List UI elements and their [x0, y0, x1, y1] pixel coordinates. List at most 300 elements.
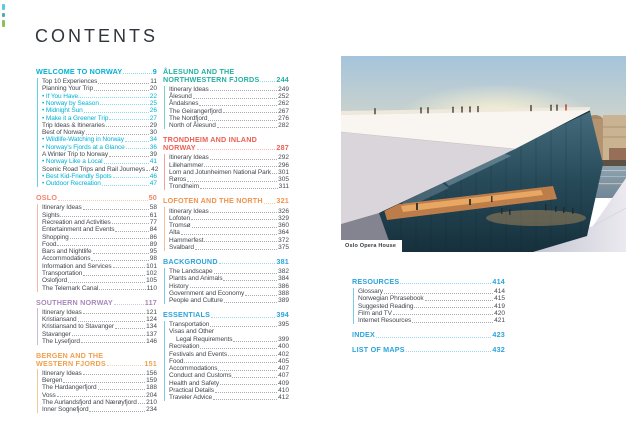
dots-leader: [191, 219, 277, 220]
toc-entry: [42, 122, 157, 129]
page-number: 61: [149, 211, 157, 219]
page-number: 210: [146, 398, 157, 406]
toc-entry: [169, 394, 289, 401]
entry-label: • Outdoor Recreation: [42, 180, 101, 188]
dots-leader: [376, 337, 491, 338]
toc-section-heading: [36, 299, 157, 307]
dots-leader: [220, 384, 277, 385]
dots-leader: [86, 134, 149, 135]
dots-leader: [193, 98, 277, 99]
toc-item-list: [164, 86, 289, 130]
dots-leader: [89, 411, 145, 412]
dots-leader: [223, 112, 277, 113]
entry-label: Food: [42, 240, 57, 248]
dots-leader: [197, 149, 276, 150]
entry-label: Bergen: [42, 377, 63, 385]
toc-entry: [169, 176, 289, 183]
dots-leader: [94, 90, 149, 91]
toc-entry: [42, 136, 157, 143]
heading-label: SOUTHERN NORWAY: [36, 297, 113, 307]
page-title: CONTENTS: [35, 26, 158, 46]
toc-section: [36, 68, 157, 187]
heading-label: RESOURCES: [352, 277, 400, 286]
dots-leader: [106, 126, 149, 127]
entry-label: People and Culture: [169, 297, 223, 305]
dots-leader: [218, 370, 277, 371]
toc-entry: [42, 180, 157, 187]
page-number: 134: [146, 323, 157, 331]
page-number: 384: [278, 275, 289, 283]
heading-row: [352, 278, 505, 286]
toc-entry: [169, 122, 289, 129]
page-number: 20: [149, 85, 157, 93]
page-number: 292: [278, 154, 289, 162]
toc-section: [352, 331, 505, 339]
dots-leader: [68, 282, 145, 283]
dots-leader: [400, 283, 491, 284]
dots-leader: [219, 263, 276, 264]
heading-row: [36, 360, 157, 368]
toc-item-list: [37, 78, 157, 187]
toc-section-heading: [163, 258, 289, 266]
dots-leader: [102, 185, 149, 186]
toc-section-heading: [163, 311, 289, 319]
page-edge-fragment: [2, 20, 5, 27]
page-number: 405: [278, 357, 289, 365]
page-number: 25: [149, 99, 157, 107]
dots-leader: [199, 105, 277, 106]
dots-leader: [98, 83, 149, 84]
page-number: 402: [278, 350, 289, 358]
toc-entry: [42, 369, 157, 376]
page-number: 156: [146, 369, 157, 377]
toc-entry: [42, 173, 157, 180]
toc-entry: [169, 183, 289, 190]
toc-item-list: [37, 308, 157, 344]
dots-leader: [228, 355, 277, 356]
oslo-opera-house-photo: [341, 56, 626, 252]
heading-row: [163, 258, 289, 266]
heading-row: [163, 76, 289, 84]
page-number: 414: [494, 288, 505, 296]
dots-leader: [109, 156, 149, 157]
heading-label: BACKGROUND: [163, 257, 218, 267]
toc-entry: [42, 338, 157, 345]
entry-label: Information and Services: [42, 262, 112, 270]
toc-entry: [42, 323, 157, 330]
toc-entry: [169, 343, 289, 350]
page-number: 42: [151, 165, 159, 173]
page-number: 282: [278, 122, 289, 130]
heading-label: INDEX: [352, 330, 375, 340]
dots-leader: [113, 177, 149, 178]
heading-label: LIST OF MAPS: [352, 345, 405, 355]
entry-label: • Make it a Greener Trip: [42, 114, 109, 122]
page-number: 412: [278, 394, 289, 402]
page-number: 364: [278, 229, 289, 237]
dots-leader: [195, 249, 277, 250]
page-number: 419: [494, 302, 505, 310]
toc-entry: [169, 115, 289, 122]
dots-leader: [114, 304, 144, 305]
page-number: 110: [146, 284, 157, 292]
entry-label: Health and Safety: [169, 379, 219, 387]
toc-section-heading: [36, 352, 157, 368]
dots-leader: [200, 188, 278, 189]
toc-entry: [42, 85, 157, 92]
page-number: 11: [150, 78, 157, 86]
toc-entry: [42, 391, 157, 398]
entry-label: Top 10 Experiences: [42, 78, 98, 86]
heading-row: [163, 144, 289, 152]
page-number: 30: [149, 129, 157, 137]
toc-item-list: [37, 204, 157, 292]
dots-leader: [217, 127, 277, 128]
toc-section-heading: [36, 68, 157, 76]
heading-row: [352, 331, 505, 339]
toc-entry: [169, 244, 289, 251]
entry-label: North of Ålesund: [169, 122, 216, 130]
toc-section: [36, 194, 157, 291]
dots-leader: [91, 260, 148, 261]
toc-section: [163, 136, 289, 190]
dots-leader: [210, 212, 277, 213]
dots-leader: [112, 223, 149, 224]
entry-label: Shopping: [42, 233, 69, 241]
toc-entry: [42, 399, 157, 406]
toc-entry: [42, 316, 157, 323]
page-number: 9: [152, 67, 157, 76]
toc-entry: [42, 100, 157, 107]
page-number: 22: [149, 92, 157, 100]
dots-leader: [57, 396, 145, 397]
entry-label: Lillehammer: [169, 161, 204, 169]
toc-entry: [42, 308, 157, 315]
page-number: 188: [146, 384, 157, 392]
toc-entry: [42, 211, 157, 218]
toc-entry: [42, 226, 157, 233]
page-number: 105: [146, 277, 157, 285]
dots-leader: [414, 307, 493, 308]
page-number: 415: [494, 295, 505, 303]
dots-leader: [107, 365, 144, 366]
heading-row: [36, 194, 157, 202]
page-number: 399: [278, 336, 289, 343]
page-number: 420: [494, 309, 505, 317]
toc-section-heading: [163, 68, 289, 84]
entry-label: Stavanger: [42, 330, 71, 338]
dots-leader: [63, 382, 145, 383]
entry-label: Itinerary Ideas: [169, 207, 209, 215]
toc-entry: [169, 358, 289, 365]
entry-label: Oslofjord: [42, 277, 68, 285]
toc-entry: [169, 297, 289, 304]
page-number: 410: [278, 387, 289, 395]
dots-leader: [224, 302, 277, 303]
toc-entry: [42, 241, 157, 248]
page-number: 39: [149, 151, 157, 159]
toc-entry: [42, 129, 157, 136]
entry-label: The Lysefjord: [42, 337, 80, 345]
toc-entry: [358, 295, 505, 302]
dots-leader: [190, 287, 278, 288]
page-number: 267: [278, 107, 289, 115]
page-number: 382: [278, 268, 289, 276]
entry-label: Norwegian Phrasebook: [358, 295, 424, 303]
page-number: 388: [278, 290, 289, 298]
entry-label: Ålesund: [169, 93, 192, 101]
page-number: 95: [149, 248, 157, 256]
dots-leader: [98, 389, 146, 390]
page-number: 372: [278, 236, 289, 244]
entry-label: A Winter Trip to Norway: [42, 151, 108, 159]
page-number: 252: [278, 93, 289, 101]
toc-section: [36, 352, 157, 413]
entry-label: Voss: [42, 391, 56, 399]
dots-leader: [412, 322, 493, 323]
page-number: 146: [146, 337, 157, 345]
page-number: 262: [278, 100, 289, 108]
dots-leader: [109, 119, 148, 120]
heading-label: ESSENTIALS: [163, 310, 211, 320]
toc-entry: [169, 372, 289, 379]
page-number: 432: [492, 345, 505, 355]
entry-label: Itinerary Ideas: [169, 85, 209, 93]
dots-leader: [81, 342, 145, 343]
toc-entry: [42, 248, 157, 255]
toc-entry: [42, 384, 157, 391]
page-number: 58: [149, 204, 157, 212]
entry-label: History: [169, 282, 189, 290]
entry-label: Accommodations: [42, 255, 91, 263]
dots-leader: [425, 300, 494, 301]
page-number: 101: [146, 262, 157, 270]
dots-leader: [104, 163, 149, 164]
page-number: 34: [149, 136, 157, 144]
page-number: 26: [149, 107, 157, 115]
toc-entry: [358, 288, 505, 295]
dots-leader: [223, 280, 277, 281]
dots-leader: [138, 403, 145, 404]
heading-row: [163, 311, 289, 319]
page-number: 29: [149, 121, 157, 129]
entry-label: • If You Have...: [42, 92, 84, 100]
entry-label: Trip Ideas & Itineraries: [42, 121, 105, 129]
toc-section-heading: [352, 346, 505, 354]
toc-item-list: [164, 154, 289, 190]
toc-entry: [169, 321, 289, 328]
toc-column-1: [36, 68, 157, 420]
toc-entry: [169, 100, 289, 107]
heading-line: BERGEN AND THE: [36, 350, 104, 360]
dots-leader: [113, 267, 146, 268]
page-number: 389: [278, 297, 289, 305]
entry-label: Åndalsnes: [169, 100, 199, 108]
entry-label: Festivals and Events: [169, 350, 227, 358]
toc-entry: [169, 282, 289, 289]
toc-entry: [358, 317, 505, 324]
page-number: 84: [149, 226, 157, 234]
toc-entry: [42, 277, 157, 284]
page-number: 409: [278, 379, 289, 387]
entry-label: Itinerary Ideas: [42, 369, 82, 377]
entry-label: • Norway Like a Local: [42, 158, 103, 166]
entry-label: • Midnight Sun: [42, 107, 83, 115]
entry-label: Internet Resources: [358, 317, 412, 325]
dots-leader: [70, 238, 149, 239]
toc-entry: [42, 284, 157, 291]
dots-leader: [200, 348, 277, 349]
toc-entry: [42, 204, 157, 211]
heading-row: [163, 197, 289, 205]
entry-label: Lofoten: [169, 214, 190, 222]
toc-entry: [42, 158, 157, 165]
page-number: 287: [276, 143, 289, 153]
dots-leader: [115, 231, 148, 232]
toc-entry: [169, 229, 289, 236]
entry-label: Glossary: [358, 288, 383, 296]
entry-label: Traveler Advice: [169, 394, 213, 402]
heading-line: TRONDHEIM AND INLAND: [163, 135, 257, 145]
toc-entry: [169, 107, 289, 114]
toc-entry: [169, 365, 289, 372]
dots-leader: [210, 326, 277, 327]
toc-section: [163, 258, 289, 304]
toc-item-list: [164, 207, 289, 251]
entry-label: • Best Kid-Friendly Spots: [42, 172, 112, 180]
toc-section: [163, 311, 289, 401]
entry-label: Best of Norway: [42, 129, 85, 137]
toc-entry: [169, 86, 289, 93]
dots-leader: [83, 275, 145, 276]
toc-entry: [169, 268, 289, 275]
toc-section: [163, 197, 289, 251]
dots-leader: [393, 314, 493, 315]
heading-label: NORTHWESTERN FJORDS: [163, 74, 260, 84]
toc-entry: [169, 161, 289, 168]
page-number: 386: [278, 282, 289, 290]
toc-section: [352, 278, 505, 324]
page-number: 86: [149, 233, 157, 241]
toc-section: [36, 299, 157, 345]
toc-column-3: [352, 278, 505, 361]
entry-label: Scenic Road Trips and Rail Journeys: [42, 165, 146, 173]
entry-label: The Aurlandsfjord and Nærøyfjord: [42, 398, 137, 406]
dots-leader: [232, 377, 277, 378]
toc-section-heading: [163, 136, 289, 152]
page-number: 98: [149, 255, 157, 263]
toc-entry: [42, 377, 157, 384]
toc-entry: [169, 379, 289, 386]
toc-entry: [169, 387, 289, 394]
dots-leader: [213, 399, 277, 400]
dots-leader: [210, 159, 277, 160]
dots-leader: [211, 317, 275, 318]
page-edge-fragment: [2, 13, 5, 17]
entry-label: Transportation: [42, 270, 83, 278]
dots-leader: [181, 234, 277, 235]
entry-label: Kristiansand: [42, 316, 77, 323]
page-number: 394: [276, 310, 289, 320]
entry-label: • Norway's Fjords at a Glance: [42, 143, 125, 151]
toc-item-list: [164, 268, 289, 304]
page-number: 27: [149, 114, 157, 122]
toc-entry: [169, 215, 289, 222]
entry-label: The Geirangerfjord: [169, 107, 222, 115]
toc-item-list: [164, 321, 289, 401]
dots-leader: [93, 253, 149, 254]
page-number: 244: [276, 74, 289, 84]
toc-entry: [42, 406, 157, 413]
dots-leader: [72, 335, 145, 336]
dots-leader: [384, 293, 493, 294]
page-number: 326: [278, 207, 289, 215]
entry-label: Visas and Other: [169, 328, 214, 336]
page-number: 407: [278, 372, 289, 380]
page-number: 50: [148, 193, 157, 203]
page-number: 151: [144, 358, 157, 368]
toc-section-heading: [352, 331, 505, 339]
toc-item-list: [37, 369, 157, 413]
page-number: 321: [276, 196, 289, 206]
entry-label: Røros: [169, 176, 187, 184]
entry-label: Alta: [169, 229, 180, 237]
entry-label: Film and TV: [358, 309, 392, 317]
page-number: 296: [278, 161, 289, 169]
toc-column-2: [163, 68, 289, 408]
page-number: 276: [278, 115, 289, 123]
page-number: 423: [492, 330, 505, 340]
entry-label: Legal Requirements: [176, 336, 233, 343]
dots-leader: [204, 241, 277, 242]
toc-entry: [42, 233, 157, 240]
entry-label: Government and Economy: [169, 290, 245, 298]
dots-leader: [192, 227, 278, 228]
entry-label: Conduct and Customs: [169, 372, 232, 380]
toc-entry: [169, 290, 289, 297]
dots-leader: [260, 81, 275, 82]
entry-label: Itinerary Ideas: [42, 204, 82, 212]
dots-leader: [233, 341, 277, 342]
entry-label: Inner Sognefjord: [42, 406, 89, 414]
dots-leader: [210, 90, 277, 91]
dots-leader: [83, 374, 145, 375]
page-number: 381: [276, 257, 289, 267]
dots-leader: [125, 141, 149, 142]
entry-label: • Norway by Season: [42, 99, 99, 107]
heading-label: WESTERN FJORDS: [36, 358, 106, 368]
entry-label: Planning Your Trip: [42, 85, 93, 93]
page-number: 47: [149, 180, 157, 188]
dots-leader: [126, 148, 149, 149]
page-number: 400: [278, 343, 289, 351]
dots-leader: [214, 273, 278, 274]
heading-label: LOFOTEN AND THE NORTH: [163, 196, 263, 206]
page-number: 421: [494, 317, 505, 325]
heading-line: ÅLESUND AND THE: [163, 67, 235, 76]
dots-leader: [84, 97, 149, 98]
page-number: 204: [146, 391, 157, 399]
entry-label: Suggested Reading: [358, 302, 414, 310]
toc-entry: [42, 143, 157, 150]
toc-entry: [42, 255, 157, 262]
page-edge-fragment: [2, 4, 5, 10]
toc-entry: [42, 219, 157, 226]
page-number: 329: [278, 214, 289, 222]
entry-label: • Wildlife-Watching in Norway: [42, 136, 124, 144]
page-number: 89: [149, 240, 157, 248]
dots-leader: [204, 166, 277, 167]
